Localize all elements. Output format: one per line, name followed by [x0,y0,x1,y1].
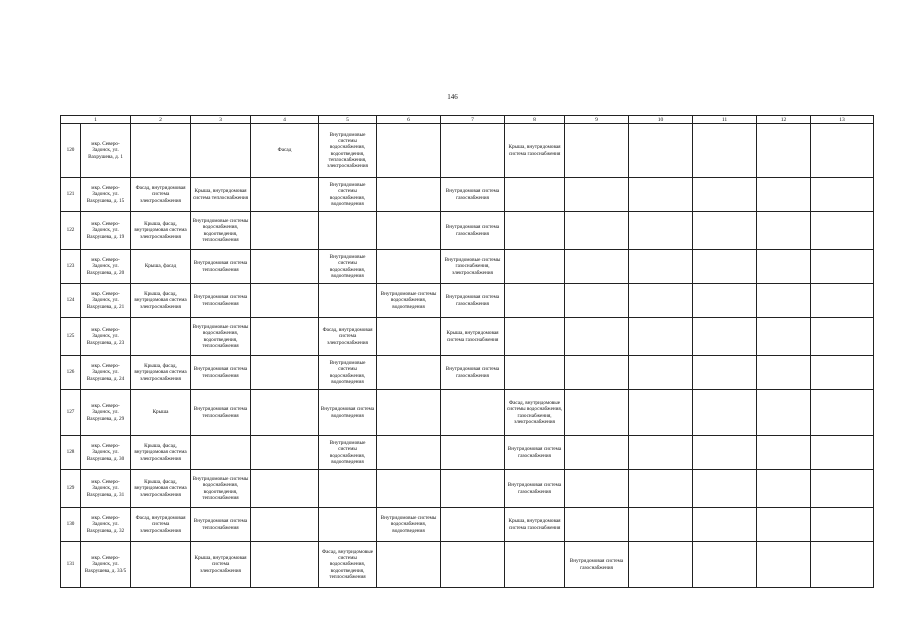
table-cell [757,178,811,212]
table-row [61,212,874,250]
table-cell: Внутридомовые системы водоснабжения, водоотведения, теплоснабжения [191,318,251,356]
table-cell [757,250,811,284]
table-cell [251,508,319,542]
table-cell [693,356,757,390]
address-cell: мкр. Северо-Задонск, ул. Вахрушева, д. 31 [81,470,131,508]
address-cell: мкр. Северо-Задонск, ул. Вахрушева, д. 23 [81,318,131,356]
table-cell [441,436,505,470]
table-cell [693,436,757,470]
row-number: 129 [61,470,81,508]
table-cell [693,124,757,178]
table-cell [505,356,565,390]
row-number: 131 [61,542,81,588]
table-cell [251,356,319,390]
table-cell [319,508,377,542]
table-cell: Крыша, внутридомовая система газоснабжения [441,318,505,356]
row-number: 130 [61,508,81,542]
column-header: 8 [505,116,565,124]
address-cell: мкр. Северо-Задонск, ул. Вахрушева, д. 33/5 [81,542,131,588]
address-cell: мкр. Северо-Задонск, ул. Вахрушева, д. 29 [81,390,131,436]
table-cell [629,250,693,284]
table-cell [377,356,441,390]
table-cell: Внутридомовая система газоснабжения [441,178,505,212]
table-cell [505,542,565,588]
table-cell [441,390,505,436]
table-cell [693,470,757,508]
table-cell: Фасад, внутридомовые системы водоснабжения, водоотведения, теплоснабжения [319,542,377,588]
table-cell [811,178,874,212]
row-number: 124 [61,284,81,318]
table-cell [629,508,693,542]
table-cell: Внутридомовая система газоснабжения [505,436,565,470]
table-cell [565,212,629,250]
table-cell: Крыша, внутридомовая система электроснабжения [191,542,251,588]
table-cell [505,212,565,250]
table-cell [757,212,811,250]
table-cell [565,470,629,508]
data-table [60,115,874,588]
column-header: 9 [565,116,629,124]
table-row [61,178,874,212]
table-cell [811,542,874,588]
table-cell [757,356,811,390]
table-cell [251,470,319,508]
table-cell [565,436,629,470]
table-cell [505,178,565,212]
table-cell [693,250,757,284]
table-cell [629,318,693,356]
table-cell [693,212,757,250]
table-cell [441,542,505,588]
table-cell [629,356,693,390]
table-cell [693,178,757,212]
table-cell [565,124,629,178]
table-cell [377,124,441,178]
table-cell [565,508,629,542]
table-cell: Внутридомовая система газоснабжения [441,356,505,390]
table-cell: Крыша, фасад [131,250,191,284]
column-header: 6 [377,116,441,124]
table-cell: Фасад, внутридомовая система электроснабжения [319,318,377,356]
table-cell [441,508,505,542]
table-cell [441,470,505,508]
table-cell: Внутридомовая система газоснабжения [441,284,505,318]
column-header: 13 [811,116,874,124]
table-row [61,390,874,436]
table-cell: Крыша, фасад, внутридомовая система электроснабжения [131,470,191,508]
table-cell [377,250,441,284]
table-row [61,356,874,390]
table-cell: Фасад [251,124,319,178]
table-cell [629,124,693,178]
address-cell: мкр. Северо-Задонск, ул. Вахрушева, д. 1 [81,124,131,178]
page-number: 146 [447,93,458,101]
table-cell [565,250,629,284]
table-cell [191,436,251,470]
table-cell [565,390,629,436]
table-cell: Внутридомовые системы водоснабжения, водоотведения [319,436,377,470]
table-row [61,542,874,588]
row-number: 126 [61,356,81,390]
table-cell [811,250,874,284]
table-cell [319,284,377,318]
table-cell [811,470,874,508]
row-number: 128 [61,436,81,470]
table-cell: Фасад, внутридомовая система электроснабжения [131,508,191,542]
table-cell [377,318,441,356]
column-header: 2 [131,116,191,124]
table-cell [377,470,441,508]
table-cell [377,178,441,212]
table-cell: Внутридомовая система теплоснабжения [191,250,251,284]
table-cell [693,390,757,436]
column-header: 11 [693,116,757,124]
table-cell [757,318,811,356]
table-cell [811,212,874,250]
address-cell: мкр. Северо-Задонск, ул. Вахрушева, д. 15 [81,178,131,212]
table-cell [377,436,441,470]
row-number: 125 [61,318,81,356]
table-row [61,318,874,356]
table-cell [251,212,319,250]
table-cell [811,318,874,356]
column-header: 5 [319,116,377,124]
table-cell [251,436,319,470]
table-cell [251,284,319,318]
column-header: 10 [629,116,693,124]
table-cell: Крыша [131,390,191,436]
table-cell [505,250,565,284]
table-cell [131,542,191,588]
table-row [61,436,874,470]
table-cell: Фасад, внутридомовые системы водоснабжения, газоснабжения, электроснабжения [505,390,565,436]
table-row [61,284,874,318]
table-row [61,250,874,284]
table-cell [629,284,693,318]
table-cell [757,436,811,470]
table-cell: Внутридомовая система теплоснабжения [191,390,251,436]
table-cell: Внутридомовые системы водоснабжения, водоотведения [319,250,377,284]
table-cell [251,318,319,356]
header-row [61,116,874,124]
table-cell: Внутридомовая система газоснабжения [565,542,629,588]
table-cell: Внутридомовые системы водоснабжения, водоотведения, теплоснабжения, электроснабжения [319,124,377,178]
table-cell [377,390,441,436]
table-cell: Фасад, внутридомовая система электроснабжения [131,178,191,212]
table-cell: Внутридомовые системы водоснабжения, водоотведения [377,284,441,318]
table-cell [693,284,757,318]
table-cell [629,178,693,212]
table-cell: Крыша, внутридомовая система теплоснабжения [191,178,251,212]
table-cell [757,124,811,178]
table-cell [505,318,565,356]
table-row [61,508,874,542]
table-cell [251,390,319,436]
table-cell [811,436,874,470]
table-cell [377,542,441,588]
table-cell: Крыша, фасад, внутридомовая система электроснабжения [131,436,191,470]
table-cell: Внутридомовая система теплоснабжения [191,508,251,542]
table-cell [693,318,757,356]
table-cell [319,212,377,250]
table-cell [629,470,693,508]
row-number: 127 [61,390,81,436]
table-cell [811,508,874,542]
table-cell: Внутридомовые системы водоснабжения, водоотведения [319,178,377,212]
address-cell: мкр. Северо-Задонск, ул. Вахрушева, д. 30 [81,436,131,470]
table-cell: Крыша, фасад, внутридомовая система электроснабжения [131,212,191,250]
table-cell [811,284,874,318]
table-cell: Внутридомовые системы водоснабжения, водоотведения [319,356,377,390]
table-cell [565,178,629,212]
table-cell: Внутридомовая система теплоснабжения [191,356,251,390]
row-number: 121 [61,178,81,212]
table-cell [757,284,811,318]
table-cell [441,124,505,178]
table-cell: Внутридомовая система газоснабжения [505,470,565,508]
table-cell [131,318,191,356]
table-cell: Внутридомовые системы водоснабжения, водоотведения, теплоснабжения [191,470,251,508]
table-cell [757,508,811,542]
column-header: 12 [757,116,811,124]
table-cell [629,390,693,436]
table-cell [757,470,811,508]
table-cell [251,542,319,588]
table-cell [565,284,629,318]
column-header: 4 [251,116,319,124]
table-cell [251,250,319,284]
column-header: 3 [191,116,251,124]
table-cell [693,542,757,588]
table-cell [811,356,874,390]
table-cell [505,284,565,318]
table-cell [377,212,441,250]
table-cell [757,390,811,436]
table-cell [811,390,874,436]
address-cell: мкр. Северо-Задонск, ул. Вахрушева, д. 21 [81,284,131,318]
table-cell [131,124,191,178]
table-cell: Крыша, внутридомовая система газоснабжения [505,124,565,178]
table-cell [629,212,693,250]
row-number: 123 [61,250,81,284]
table-row [61,124,874,178]
table-cell: Внутридомовая система теплоснабжения [191,284,251,318]
table-cell [319,470,377,508]
column-header: 1 [61,116,131,124]
table-cell: Крыша, фасад, внутридомовая система электроснабжения [131,284,191,318]
table-cell [565,318,629,356]
row-number: 122 [61,212,81,250]
table-cell [693,508,757,542]
table-cell [565,356,629,390]
table-cell [629,436,693,470]
table-cell: Внутридомовая система водоотведения [319,390,377,436]
table-cell [811,124,874,178]
table-cell: Внутридомовые системы газоснабжения, электроснабжения [441,250,505,284]
address-cell: мкр. Северо-Задонск, ул. Вахрушева, д. 20 [81,250,131,284]
table-row [61,470,874,508]
table-cell: Внутридомовые системы водоснабжения, водоотведения [377,508,441,542]
table-cell: Крыша, фасад, внутридомовая система электроснабжения [131,356,191,390]
table-cell [757,542,811,588]
address-cell: мкр. Северо-Задонск, ул. Вахрушева, д. 24 [81,356,131,390]
column-header: 7 [441,116,505,124]
table-cell: Внутридомовая система газоснабжения [441,212,505,250]
table-cell [629,542,693,588]
address-cell: мкр. Северо-Задонск, ул. Вахрушева, д. 32 [81,508,131,542]
row-number: 120 [61,124,81,178]
address-cell: мкр. Северо-Задонск, ул. Вахрушева, д. 19 [81,212,131,250]
table-cell: Внутридомовые системы водоснабжения, водоотведения, теплоснабжения [191,212,251,250]
table-cell [191,124,251,178]
table-cell: Крыша, внутридомовая система газоснабжения [505,508,565,542]
table-cell [251,178,319,212]
